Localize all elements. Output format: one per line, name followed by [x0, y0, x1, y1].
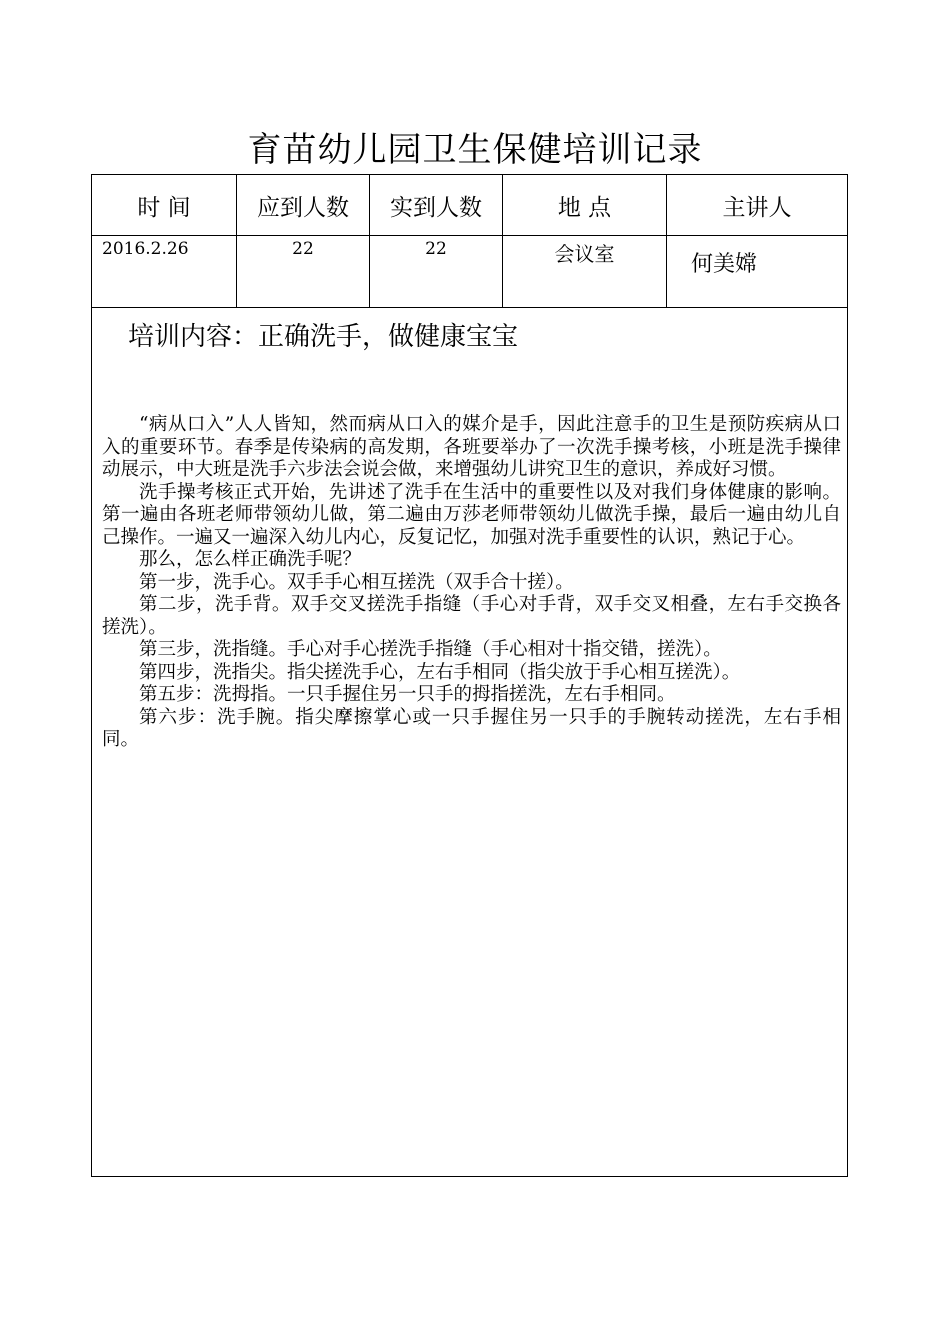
content-paragraph: 那么，怎么样正确洗手呢？: [139, 549, 362, 570]
header-expected-count: 应到人数: [237, 175, 370, 236]
header-row: [92, 175, 848, 236]
value-location: 会议室: [503, 236, 667, 308]
content-heading: 培训内容：正确洗手，做健康宝宝: [128, 322, 519, 352]
header-actual-count: 实到人数: [370, 175, 503, 236]
content-cell: [92, 308, 848, 1177]
header-speaker: 主讲人: [667, 175, 848, 236]
content-paragraph: 第二步，洗手背。双手交叉搓洗手指缝（手心对手背，双手交叉相叠，左右手交换各搓洗）。: [102, 594, 841, 638]
value-time: 2016.2.26: [92, 236, 237, 308]
training-record-table: [91, 174, 848, 1177]
page-title: 育苗幼儿园卫生保健培训记录: [247, 130, 703, 170]
content-paragraph: 第五步：洗拇指。一只手握住另一只手的拇指搓洗，左右手相同。: [139, 684, 676, 705]
value-actual-count: 22: [370, 236, 503, 308]
value-expected-count: 22: [237, 236, 370, 308]
content-row: [92, 308, 848, 1177]
content-paragraph: 第一步，洗手心。双手手心相互搓洗（双手合十搓）。: [139, 571, 574, 593]
header-time: 时 间: [92, 175, 237, 236]
content-paragraph: 洗手操考核正式开始，先讲述了洗手在生活中的重要性以及对我们身体健康的影响。第一遍由各班老师带领幼儿做，第二遍由万莎老师带领幼儿做洗手操，最后一遍由幼儿自己操作。一遍又一遍深入幼儿内心，反复记忆，加强对洗手重要性的认识，熟记于心。: [102, 481, 841, 548]
value-speaker: 何美嫦: [667, 236, 848, 308]
header-location: 地 点: [503, 175, 667, 236]
content-paragraph: 第六步：洗手腕。指尖摩擦掌心或一只手握住另一只手的手腕转动搓洗，左右手相同。: [102, 706, 841, 750]
value-row: [92, 236, 848, 308]
content-paragraph: 第三步，洗指缝。手心对手心搓洗手指缝（手心相对十指交错，搓洗）。: [139, 639, 722, 660]
content-paragraph: 第四步，洗指尖。指尖搓洗手心，左右手相同（指尖放于手心相互搓洗）。: [139, 661, 741, 683]
content-paragraph: “病从口入”人人皆知，然而病从口入的媒介是手，因此注意手的卫生是预防疾病从口入的重要环节。春季是传染病的高发期，各班要举办了一次洗手操考核，小班是洗手操律动展示，中大班是洗手六步法会说会做，来增强幼儿讲究卫生的意识，养成好习惯。: [102, 414, 841, 480]
content-body: [102, 414, 841, 752]
